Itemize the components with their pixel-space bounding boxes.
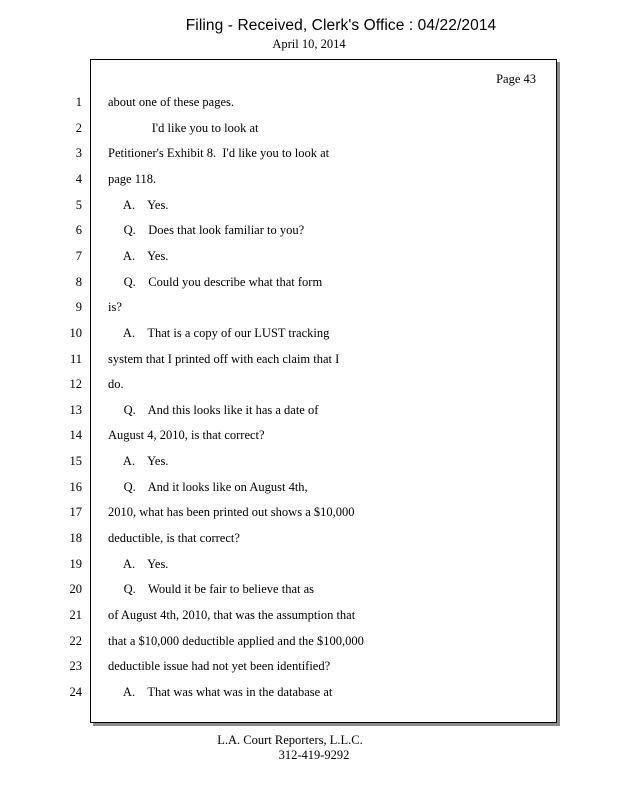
reporter-phone: 312-419-9292 xyxy=(278,748,350,762)
line-text: Q. Would it be fair to believe that as xyxy=(108,582,315,597)
line-number: 14 xyxy=(69,428,82,443)
line-number: 19 xyxy=(69,556,82,571)
transcript-date: April 10, 2014 xyxy=(272,37,346,51)
line-number: 9 xyxy=(75,300,82,315)
line-text: Q. And this looks like it has a date of xyxy=(108,402,319,417)
line-number: 17 xyxy=(69,505,82,520)
line-text: that a $10,000 deductible applied and the $100,000 xyxy=(108,633,364,648)
line-number: 24 xyxy=(69,684,82,699)
transcript-line xyxy=(0,606,618,624)
line-text: A. That was what was in the database at xyxy=(108,684,333,699)
transcript-line xyxy=(0,632,618,650)
line-number: 21 xyxy=(69,608,82,622)
filing-stamp: Filing - Received, Clerk's Office : 04/22/2014 xyxy=(185,17,497,34)
transcript-line xyxy=(0,657,618,675)
line-text: Petitioner's Exhibit 8. I'd like you to look at xyxy=(108,146,330,161)
line-text: A. Yes. xyxy=(108,197,169,212)
transcript-line xyxy=(0,93,618,111)
line-number: 16 xyxy=(69,479,82,494)
line-text: system that I printed off with each claim that I xyxy=(108,351,340,366)
line-text: is? xyxy=(108,300,122,315)
line-text: A. That is a copy of our LUST tracking xyxy=(108,325,330,340)
line-number: 18 xyxy=(69,531,82,546)
transcript-line xyxy=(0,221,618,239)
line-number: 3 xyxy=(75,146,82,161)
line-text: Q. And it looks like on August 4th, xyxy=(108,479,308,494)
line-text: I'd like you to look at xyxy=(108,120,259,135)
transcript-line xyxy=(0,247,618,265)
transcript-line xyxy=(0,298,618,316)
transcript-line xyxy=(0,196,618,214)
line-number: 22 xyxy=(69,633,82,648)
line-number: 4 xyxy=(75,171,82,186)
transcript-line xyxy=(0,144,618,162)
line-number: 5 xyxy=(75,197,82,212)
transcript-line xyxy=(0,683,618,701)
transcript-line xyxy=(0,478,618,496)
line-text: Q. Does that look familiar to you? xyxy=(108,223,305,238)
transcript-line xyxy=(0,426,618,444)
reporter-company: L.A. Court Reporters, L.L.C. xyxy=(217,733,363,747)
line-number: 15 xyxy=(69,454,82,469)
line-text: A. Yes. xyxy=(108,556,169,571)
transcript-line xyxy=(0,350,618,368)
line-text: do. xyxy=(108,377,124,392)
transcript-line xyxy=(0,452,618,470)
transcript-line xyxy=(0,375,618,393)
line-number: 2 xyxy=(75,120,82,135)
transcript-line xyxy=(0,401,618,419)
page-number: Page 43 xyxy=(496,72,536,86)
line-text: page 118. xyxy=(108,171,157,186)
transcript-line xyxy=(0,119,618,137)
transcript-line xyxy=(0,529,618,547)
line-number: 6 xyxy=(75,223,82,238)
line-text: August 4, 2010, is that correct? xyxy=(108,428,265,443)
line-number: 12 xyxy=(69,377,82,392)
transcript-line xyxy=(0,555,618,573)
transcript-line xyxy=(0,170,618,188)
line-number: 23 xyxy=(69,659,82,674)
line-text: A. Yes. xyxy=(108,248,169,263)
line-text: deductible issue had not yet been identified? xyxy=(108,659,331,674)
line-text: A. Yes. xyxy=(108,454,169,469)
line-number: 1 xyxy=(75,95,82,109)
line-number: 7 xyxy=(75,248,82,263)
line-number: 8 xyxy=(75,274,82,289)
line-text: 2010, what has been printed out shows a $10,000 xyxy=(108,505,355,520)
transcript-line xyxy=(0,580,618,598)
transcript-line xyxy=(0,503,618,521)
transcript-line xyxy=(0,273,618,291)
line-text: deductible, is that correct? xyxy=(108,531,240,546)
transcript-line xyxy=(0,324,618,342)
line-text: about one of these pages. xyxy=(108,95,235,109)
line-number: 13 xyxy=(69,402,82,417)
line-text: Q. Could you describe what that form xyxy=(108,274,323,289)
line-number: 11 xyxy=(69,351,82,366)
line-number: 20 xyxy=(69,582,82,597)
line-text: of August 4th, 2010, that was the assumption that xyxy=(108,608,356,622)
line-number: 10 xyxy=(69,325,82,340)
